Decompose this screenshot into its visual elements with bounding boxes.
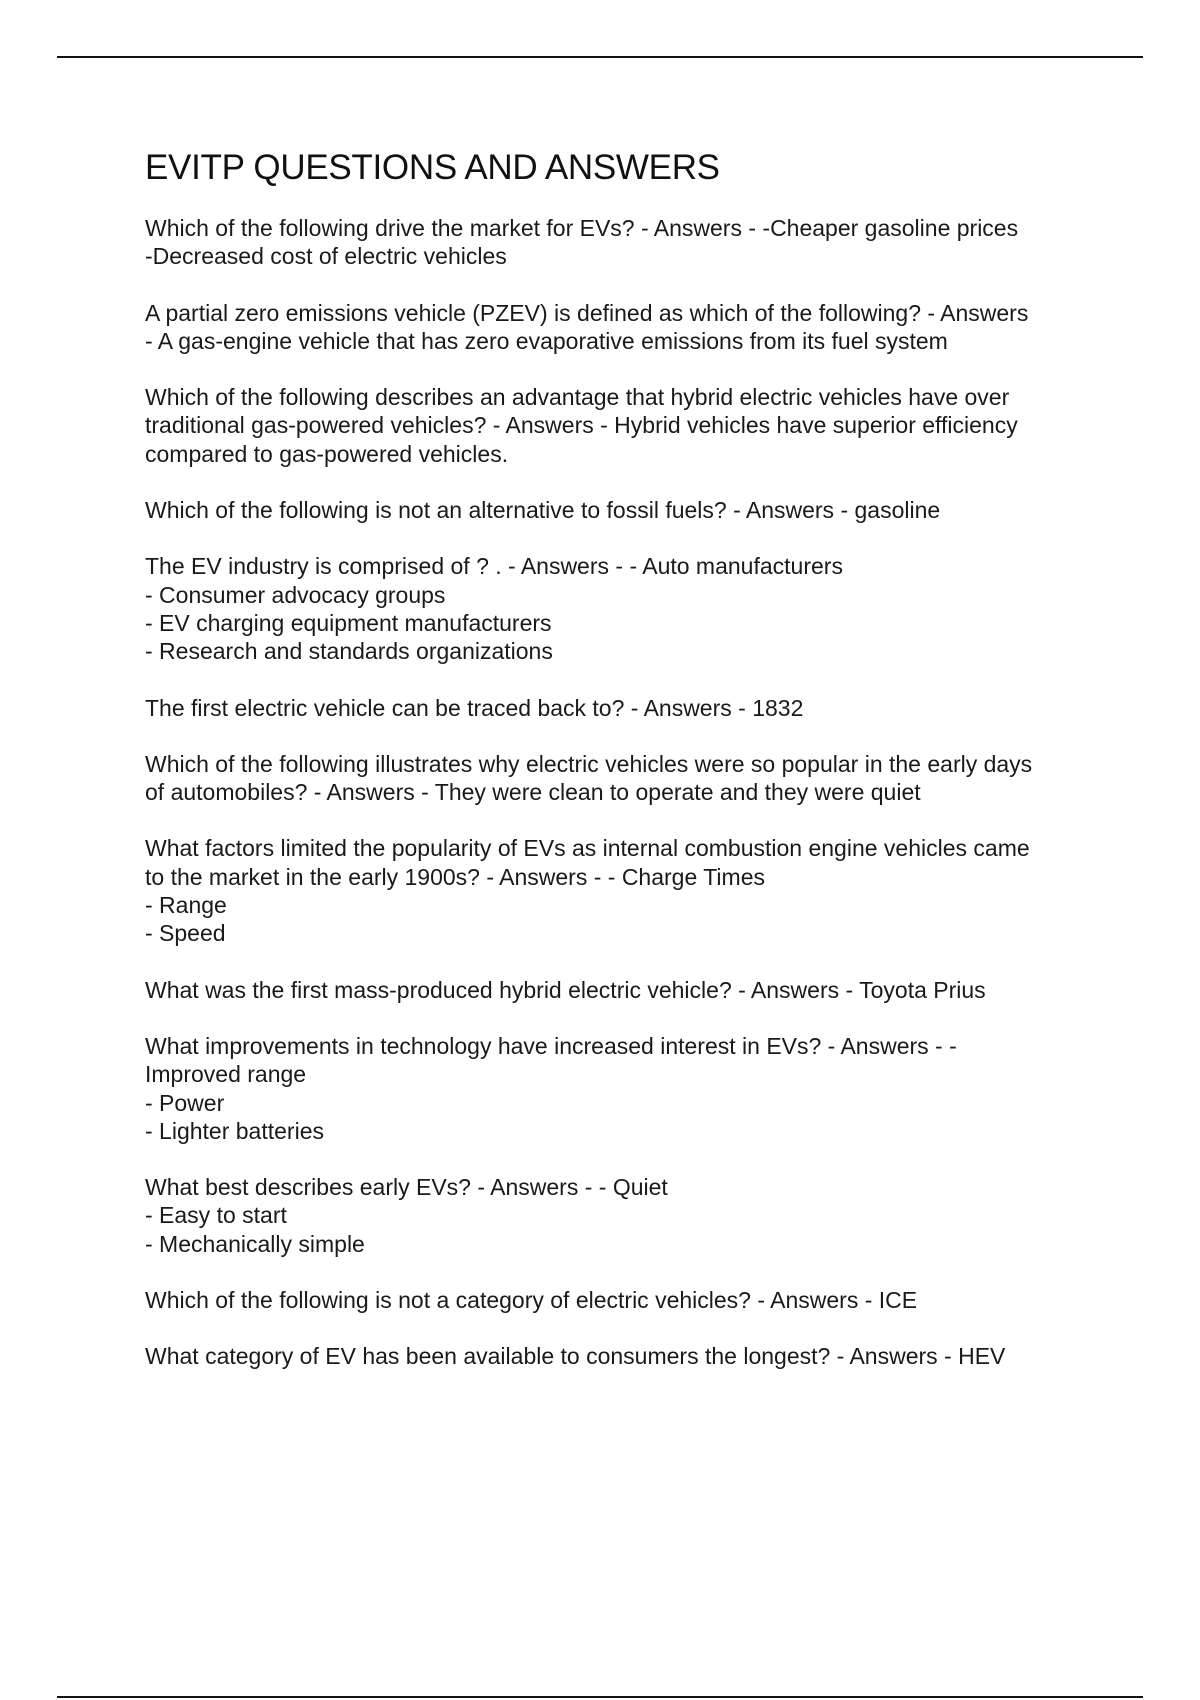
top-divider (57, 56, 1143, 58)
qa-item: The EV industry is comprised of ? . - Answers - - Auto manufacturers - Consumer advocacy groups - EV charging equipment manufacturers - Research and standards organizations (145, 553, 843, 665)
qa-item: A partial zero emissions vehicle (PZEV) is defined as which of the following? - Answers - A gas-engine vehicle that has zero evaporative emissions from its fuel system (145, 299, 1029, 354)
qa-item: The first electric vehicle can be traced back to? - Answers - 1832 (145, 694, 804, 721)
document-body (145, 146, 1105, 1399)
qa-item: What category of EV has been available to consumers the longest? - Answers - HEV (145, 1343, 1006, 1370)
qa-item: Which of the following illustrates why electric vehicles were so popular in the early days of automobiles? - Answers - They were clean to operate and they were quiet (145, 750, 1033, 806)
page-title: EVITP QUESTIONS AND ANSWERS (145, 148, 720, 187)
qa-item: What best describes early EVs? - Answers - - Quiet - Easy to start - Mechanically simple (145, 1174, 668, 1257)
qa-item: What factors limited the popularity of EVs as internal combustion engine vehicles came to the market in the early 1900s? - Answers - - Charge Times - Range - Speed (145, 835, 1030, 947)
qa-item: Which of the following is not a category of electric vehicles? - Answers - ICE (145, 1287, 918, 1314)
qa-item: What was the first mass-produced hybrid electric vehicle? - Answers - Toyota Prius (145, 976, 986, 1003)
qa-item: Which of the following describes an advantage that hybrid electric vehicles have over traditional gas-powered vehicles? - Answers - Hybrid vehicles have superior efficiency compared to gas-powered vehicles. (145, 384, 1018, 467)
qa-item: What improvements in technology have increased interest in EVs? - Answers - - Improved range - Power - Lighter batteries (145, 1032, 957, 1144)
qa-item: Which of the following drive the market for EVs? - Answers - -Cheaper gasoline prices -Decreased cost of electric vehicles (145, 215, 1019, 270)
bottom-divider (57, 1696, 1143, 1698)
qa-item: Which of the following is not an alternative to fossil fuels? - Answers - gasoline (145, 497, 941, 524)
